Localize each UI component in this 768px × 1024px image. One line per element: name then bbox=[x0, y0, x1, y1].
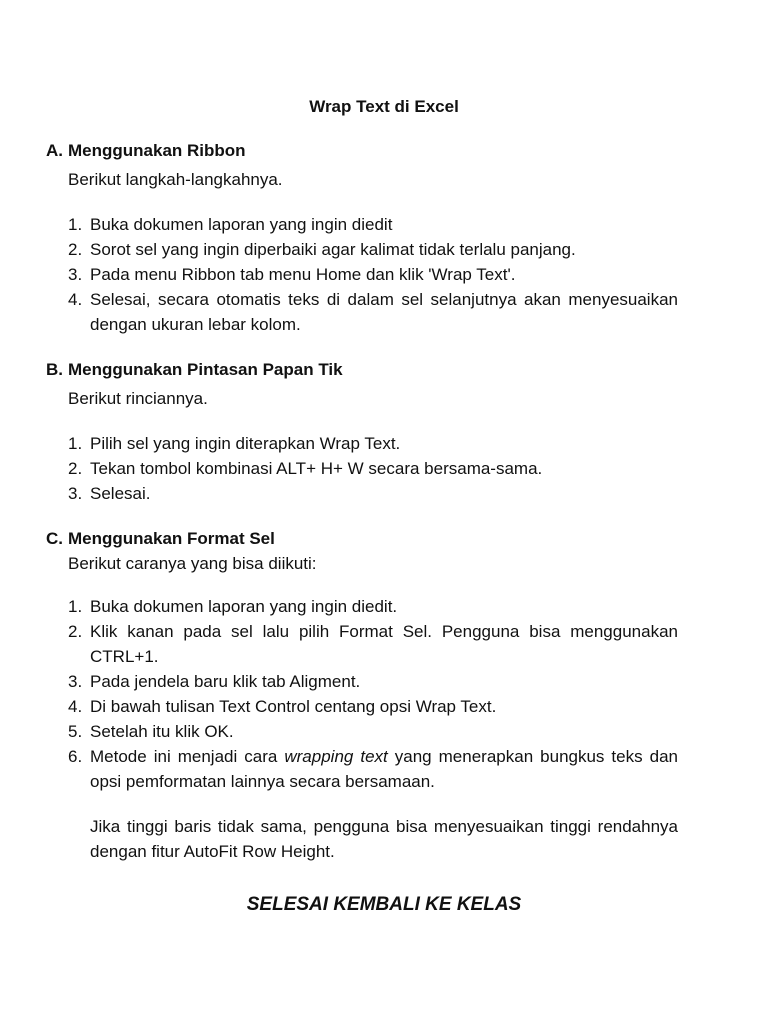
step-text: Tekan tombol kombinasi ALT+ H+ W secara bersama-sama. bbox=[90, 459, 543, 478]
step-text: Selesai. bbox=[90, 484, 151, 503]
step-number: 6. bbox=[68, 747, 83, 766]
step-number: 3. bbox=[68, 265, 83, 284]
step-text: Selesai, secara otomatis teks di dalam sel selanjutnya akan menyesuaikan dengan ukuran lebar kolom. bbox=[90, 290, 678, 334]
list-item bbox=[68, 694, 678, 719]
step-text: Pada menu Ribbon tab menu Home dan klik 'Wrap Text'. bbox=[90, 265, 516, 284]
section-letter: C. bbox=[46, 529, 63, 548]
step-list bbox=[68, 431, 678, 506]
list-item bbox=[68, 287, 678, 337]
step-number: 2. bbox=[68, 622, 83, 641]
section-heading bbox=[46, 526, 678, 551]
step-text: Buka dokumen laporan yang ingin diedit bbox=[90, 215, 393, 234]
section-title: Menggunakan Pintasan Papan Tik bbox=[68, 360, 343, 379]
step-text: Di bawah tulisan Text Control centang opsi Wrap Text. bbox=[90, 697, 497, 716]
list-item bbox=[68, 212, 678, 237]
section-note: Jika tinggi baris tidak sama, pengguna bisa menyesuaikan tinggi rendahnya dengan fitur AutoFit Row Height. bbox=[90, 817, 678, 861]
step-number: 2. bbox=[68, 459, 83, 478]
step-text-before: Metode ini menjadi cara bbox=[90, 747, 285, 766]
list-item bbox=[68, 619, 678, 669]
section-b bbox=[46, 357, 678, 506]
step-number: 2. bbox=[68, 240, 83, 259]
step-text bbox=[90, 744, 678, 794]
section-intro: Berikut rinciannya. bbox=[68, 389, 208, 408]
step-number: 1. bbox=[68, 597, 83, 616]
step-list bbox=[68, 594, 678, 794]
list-item bbox=[68, 237, 678, 262]
step-text: Pada jendela baru klik tab Aligment. bbox=[90, 672, 361, 691]
section-letter: A. bbox=[46, 141, 63, 160]
list-item bbox=[68, 669, 678, 694]
step-text: Setelah itu klik OK. bbox=[90, 722, 234, 741]
section-heading bbox=[46, 357, 678, 382]
step-text: Buka dokumen laporan yang ingin diedit. bbox=[90, 597, 398, 616]
step-number: 3. bbox=[68, 672, 83, 691]
list-item bbox=[68, 594, 678, 619]
document-title: Wrap Text di Excel bbox=[309, 97, 459, 116]
list-item bbox=[68, 262, 678, 287]
step-number: 4. bbox=[68, 697, 83, 716]
section-c bbox=[46, 526, 678, 864]
section-intro: Berikut caranya yang bisa diikuti: bbox=[68, 554, 317, 573]
list-item bbox=[68, 719, 678, 744]
section-letter: B. bbox=[46, 360, 63, 379]
section-title: Menggunakan Ribbon bbox=[68, 141, 246, 160]
list-item bbox=[68, 481, 678, 506]
step-number: 1. bbox=[68, 434, 83, 453]
step-number: 1. bbox=[68, 215, 83, 234]
section-intro: Berikut langkah-langkahnya. bbox=[68, 170, 283, 189]
step-number: 3. bbox=[68, 484, 83, 503]
step-text: Pilih sel yang ingin diterapkan Wrap Text. bbox=[90, 434, 401, 453]
step-list bbox=[68, 212, 678, 337]
step-text: Klik kanan pada sel lalu pilih Format Sel. Pengguna bisa menggunakan CTRL+1. bbox=[90, 622, 678, 666]
section-title: Menggunakan Format Sel bbox=[68, 529, 275, 548]
list-item bbox=[68, 431, 678, 456]
step-text: Sorot sel yang ingin diperbaiki agar kalimat tidak terlalu panjang. bbox=[90, 240, 576, 259]
step-number: 5. bbox=[68, 722, 83, 741]
section-a bbox=[46, 138, 678, 337]
step-text-after: yang menerapkan bungkus teks dan opsi pemformatan lainnya secara bersamaan. bbox=[90, 747, 678, 791]
list-item bbox=[68, 744, 678, 794]
step-text-emphasis: wrapping text bbox=[284, 747, 388, 766]
footer-closing: SELESAI KEMBALI KE KELAS bbox=[246, 894, 522, 915]
section-heading bbox=[46, 138, 678, 163]
list-item bbox=[68, 456, 678, 481]
step-number: 4. bbox=[68, 290, 83, 309]
